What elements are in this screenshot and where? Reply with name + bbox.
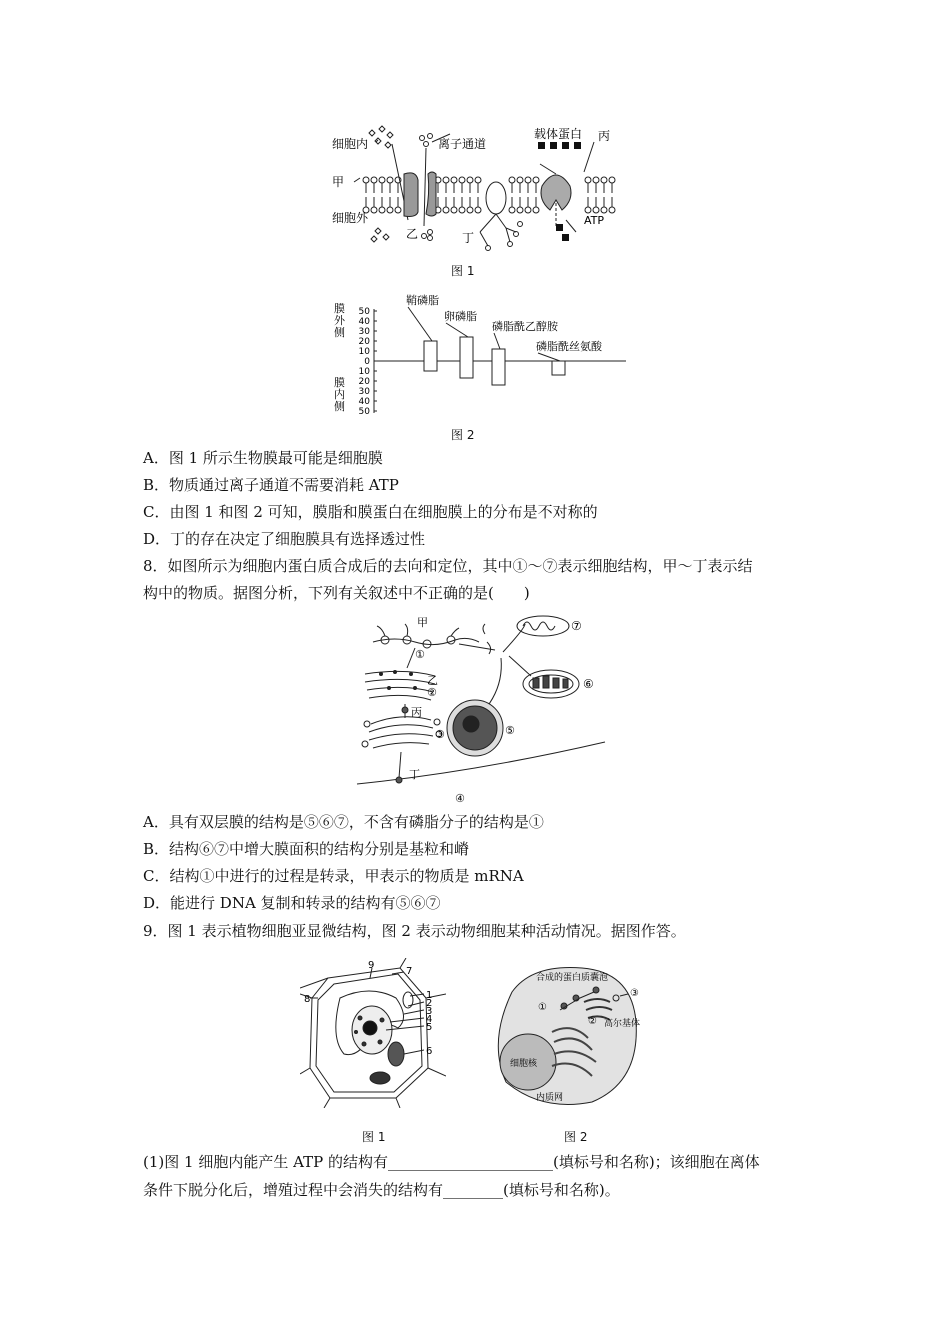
ac-label-protein: 合成的蛋白质 [536, 973, 591, 983]
q8-label-4: ④ [455, 792, 465, 804]
pc-num-7: 7 [406, 966, 413, 977]
q8-label-yi: 乙 [427, 674, 438, 687]
q9-fig2-caption: 图 2 [564, 1130, 588, 1144]
bar-leader [446, 323, 468, 337]
bar-label: 卵磷脂 [444, 310, 477, 323]
ylabel-outside: 外 [334, 314, 345, 327]
ac-label-c2: ② [588, 1016, 597, 1027]
ac-label-er: 内质网 [536, 1093, 564, 1103]
ylabel-inside: 侧 [334, 400, 345, 413]
lipid-chart [330, 290, 630, 430]
bar-label: 磷脂酰乙醇胺 [492, 320, 558, 333]
label-atp: ATP [584, 214, 605, 227]
q8-label-5: ⑤ [505, 724, 515, 737]
pc-num-8: 8 [304, 994, 311, 1005]
ac-label-golgi: 高尔基体 [604, 1019, 641, 1029]
membrane-figure [330, 120, 630, 280]
y-tick-label: 20 [358, 377, 370, 387]
ylabel-outside: 膜 [334, 302, 345, 315]
label-inside: 细胞内 [332, 137, 369, 151]
q8-label-2: ② [427, 686, 437, 699]
pc-num-4: 4 [426, 1014, 433, 1025]
bar [552, 361, 565, 375]
q8-label-bing: 丙 [411, 706, 422, 719]
ylabel-inside: 膜 [334, 376, 345, 389]
q8-label-3: ③ [435, 728, 445, 741]
label-ding: 丁 [462, 231, 475, 245]
bar [492, 349, 505, 385]
q8-label-6: ⑥ [583, 677, 594, 691]
y-tick-label: 10 [358, 367, 370, 377]
ac-label-nucleus: 细胞核 [510, 1059, 538, 1069]
q8-option-a: A．具有双层膜的结构是⑤⑥⑦，不含有磷脂分子的结构是① [143, 813, 544, 831]
ac-label-vesicle: 囊泡 [590, 973, 609, 983]
plant-cell-figure [300, 958, 446, 1108]
y-tick-label: 50 [358, 307, 370, 317]
q9-sub1-line2: 条件下脱分化后，增殖过程中会消失的结构有________(填标号和名称)。 [143, 1181, 620, 1199]
q7-option-b: B．物质通过离子通道不需要消耗 ATP [143, 476, 399, 494]
ac-label-c3: ③ [630, 988, 639, 999]
y-tick-label: 50 [358, 407, 370, 417]
ylabel-outside: 侧 [334, 326, 345, 339]
label-carrier: 载体蛋白 [534, 127, 583, 141]
animal-cell-figure [492, 962, 642, 1112]
fig2-caption: 图 2 [451, 428, 475, 442]
protein-targeting-figure [355, 612, 615, 804]
y-tick-label: 30 [358, 327, 370, 337]
y-tick-label: 40 [358, 397, 370, 407]
y-tick-label: 0 [364, 357, 370, 367]
q8-option-d: D．能进行 DNA 复制和转录的结构有⑤⑥⑦ [143, 894, 441, 912]
fig1-caption: 图 1 [451, 264, 475, 278]
q7-option-c: C．由图 1 和图 2 可知，膜脂和膜蛋白在细胞膜上的分布是不对称的 [143, 503, 598, 521]
bar-leader [538, 353, 560, 361]
bar-leader [408, 307, 432, 341]
q8-label-7: ⑦ [571, 619, 582, 633]
label-outside: 细胞外 [332, 211, 369, 225]
pc-num-9: 9 [368, 960, 375, 971]
pc-num-2: 2 [426, 998, 433, 1009]
pc-num-1: 1 [426, 990, 433, 1001]
q8-label-1: ① [415, 648, 425, 661]
pc-num-5: 5 [426, 1022, 433, 1033]
q8-label-jia: 甲 [417, 616, 428, 629]
pc-num-6: 6 [426, 1046, 433, 1057]
y-tick-label: 30 [358, 387, 370, 397]
bar-label: 鞘磷脂 [406, 294, 439, 307]
q7-option-a: A．图 1 所示生物膜最可能是细胞膜 [143, 449, 383, 467]
bar [460, 337, 473, 378]
bar [424, 341, 437, 371]
q8-option-b: B．结构⑥⑦中增大膜面积的结构分别是基粒和嵴 [143, 840, 470, 858]
q9-sub1-line1: (1)图 1 细胞内能产生 ATP 的结构有______________________(填标号和名称)；该细胞在离体 [143, 1153, 760, 1171]
label-yi: 乙 [406, 227, 419, 241]
q8-option-c: C．结构①中进行的过程是转录，甲表示的物质是 mRNA [143, 867, 524, 885]
q9-stem: 9．图 1 表示植物细胞亚显微结构，图 2 表示动物细胞某种活动情况。据图作答。 [143, 922, 686, 940]
label-bing: 丙 [598, 129, 611, 143]
q9-fig1-caption: 图 1 [362, 1130, 386, 1144]
label-channel: 离子通道 [438, 137, 487, 151]
ylabel-inside: 内 [334, 388, 345, 401]
y-tick-label: 20 [358, 337, 370, 347]
y-tick-label: 40 [358, 317, 370, 327]
q7-option-d: D．丁的存在决定了细胞膜具有选择透过性 [143, 530, 426, 548]
q8-stem-line1: 8．如图所示为细胞内蛋白质合成后的去向和定位，其中①～⑦表示细胞结构，甲～丁表示结 [143, 557, 753, 575]
bar-leader [494, 333, 500, 349]
q8-label-ding: 丁 [409, 768, 420, 781]
label-jia: 甲 [332, 175, 345, 189]
q8-stem-line2: 构中的物质。据图分析，下列有关叙述中不正确的是( ) [143, 584, 530, 602]
y-tick-label: 10 [358, 347, 370, 357]
ac-label-c1: ① [538, 1002, 547, 1013]
bar-label: 磷脂酰丝氨酸 [536, 340, 602, 353]
pc-num-3: 3 [426, 1006, 433, 1017]
